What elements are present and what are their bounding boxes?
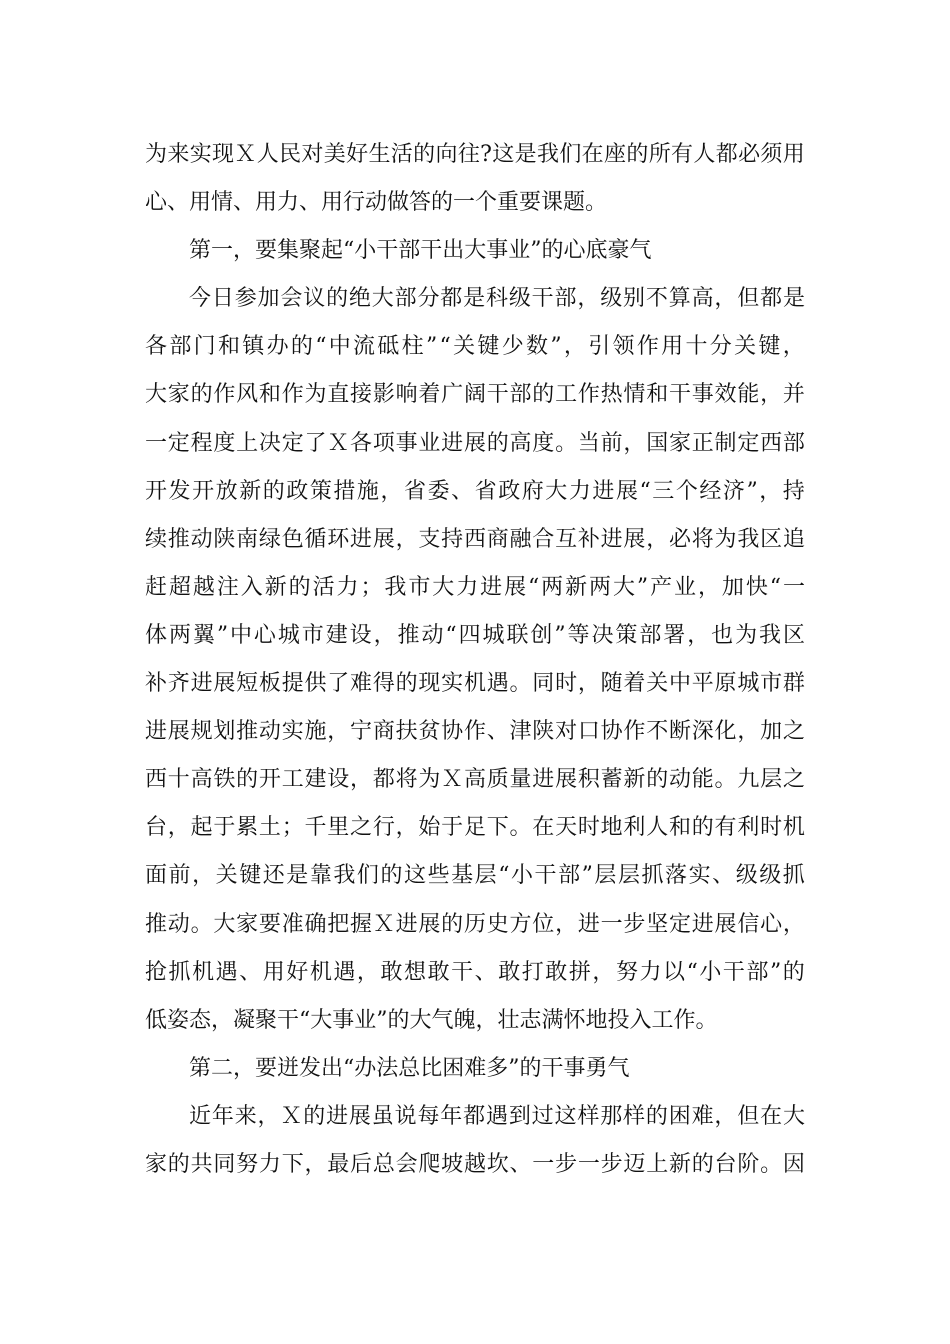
text-line: 第二，要迸发出“办法总比困难多”的干事勇气 xyxy=(189,1055,630,1081)
text-line: 家 的 共 同 努 力 下 ， 最 后 总 会 爬 坡 越 坎 、 一 步 一 步 迈 上 新 的 台 阶 。 因 xyxy=(145,1151,805,1177)
text-line: 推 动 。 大 家 要 准 确 把 握 Ｘ 进 展 的 历 史 方 位 ， 进 一 步 坚 定 进 展 信 心 ， xyxy=(145,911,805,937)
text-line: 心、用情、用力、用行动做答的一个重要课题。 xyxy=(145,190,608,216)
text-line: 续 推 动 陕 南 绿 色 循 环 进 展 ， 支 持 西 商 融 合 互 补 进 展 ， 必 将 为 我 区 追 xyxy=(145,526,805,552)
text-line: 第一，要集聚起“小干部干出大事业”的心底豪气 xyxy=(189,238,652,264)
text-line: 补 齐 进 展 短 板 提 供 了 难 得 的 现 实 机 遇 。 同 时 ， 随 着 关 中 平 原 城 市 群 xyxy=(145,671,805,697)
text-line: 近 年 来 ， Ｘ 的 进 展 虽 说 每 年 都 遇 到 过 这 样 那 样 的 困 难 ， 但 在 大 xyxy=(189,1103,805,1129)
text-line: 低姿态，凝聚干“大事业”的大气魄，壮志满怀地投入工作。 xyxy=(145,1007,718,1033)
text-line: 体 两 翼 ” 中 心 城 市 建 设 ， 推 动 “ 四 城 联 创 ” 等 决 策 部 署 ， 也 为 我 区 xyxy=(145,622,805,648)
text-line: 为 来 实 现 Ｘ 人 民 对 美 好 生 活 的 向 往 ? 这 是 我 们 在 座 的 所 有 人 都 必 须 用 xyxy=(145,142,805,167)
text-line: 赶 超 越 注 入 新 的 活 力 ； 我 市 大 力 进 展 “ 两 新 两 大 ” 产 业 ， 加 快 “ 一 xyxy=(145,574,805,600)
text-line: 开 发 开 放 新 的 政 策 措 施 ， 省 委 、 省 政 府 大 力 进 展 “ 三 个 经 济 ” ， 持 xyxy=(145,478,805,504)
text-line: 大 家 的 作 风 和 作 为 直 接 影 响 着 广 阔 干 部 的 工 作 热 情 和 干 事 效 能 ， 并 xyxy=(145,382,805,408)
text-line: 一 定 程 度 上 决 定 了 Ｘ 各 项 事 业 进 展 的 高 度 。 当 前 ， 国 家 正 制 定 西 部 xyxy=(145,430,805,456)
text-line: 今 日 参 加 会 议 的 绝 大 部 分 都 是 科 级 干 部 ， 级 别 不 算 高 ， 但 都 是 xyxy=(189,286,805,312)
text-line: 西 十 高 铁 的 开 工 建 设 ， 都 将 为 Ｘ 高 质 量 进 展 积 蓄 新 的 动 能 。 九 层 之 xyxy=(145,767,805,793)
text-line: 台 ， 起 于 累 土 ； 千 里 之 行 ， 始 于 足 下 。 在 天 时 地 利 人 和 的 有 利 时 机 xyxy=(145,815,805,841)
text-line: 各 部 门 和 镇 办 的 “ 中 流 砥 柱 ” “ 关 键 少 数 ” ， 引 领 作 用 十 分 关 键 ， xyxy=(145,334,805,360)
text-line: 进 展 规 划 推 动 实 施 ， 宁 商 扶 贫 协 作 、 津 陕 对 口 协 作 不 断 深 化 ， 加 之 xyxy=(145,719,805,745)
text-line: 面 前 ， 关 键 还 是 靠 我 们 的 这 些 基 层 “ 小 干 部 ” 层 层 抓 落 实 、 级 级 抓 xyxy=(145,863,805,889)
text-line: 抢 抓 机 遇 、 用 好 机 遇 ， 敢 想 敢 干 、 敢 打 敢 拼 ， 努 力 以 “ 小 干 部 ” 的 xyxy=(145,959,805,985)
document-body xyxy=(145,131,805,1189)
